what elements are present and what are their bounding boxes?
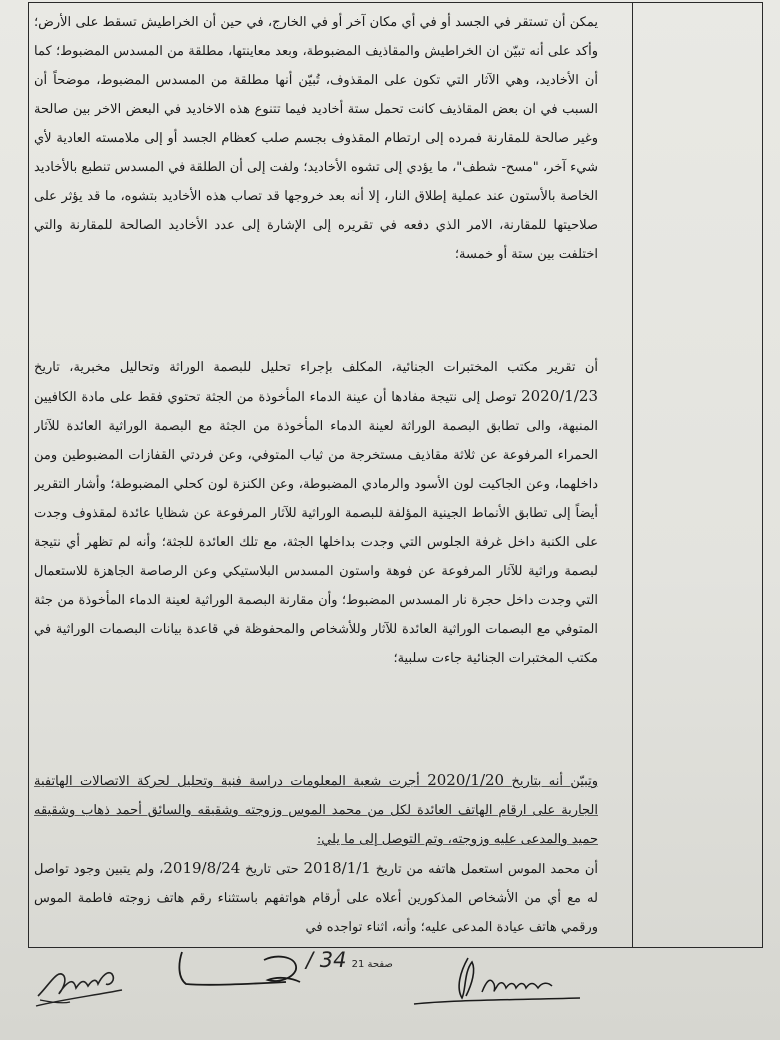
paragraph-3-text-before: وتبيّن أنه بتاريخ (504, 774, 598, 789)
signature-left (30, 956, 140, 1016)
paragraph-3 (34, 766, 598, 853)
paragraph-3-date: 2020/1/20 (427, 771, 505, 789)
page-label: صفحة 21 (351, 959, 393, 970)
paragraph-2-text-after: توصل إلى نتيجة مفادها أن عينة الدماء المأخوذة من الجثة تحتوي فقط على مادة الكافيين المنبهة، والى تطابق البصمة الوراثة لعينة الدماء المأخوذة من الجثة مع البصمة الوراثية العائدة للآثار الحمراء المرفوعة عن ثلاثة مقاذيف مستخرجة من ثياب المتوفي، وعن فردتي القفازات المضبوطين ومن داخلهما، وعن الجاكيت لون الأسود والرمادي المضبوطة، وعن الكنزة لون كحلي المضبوطة؛ وأشار التقرير أيضاً إلى تطابق الأنماط الجينية المؤلفة للبصمة الوراثية للآثار المرفوعة عن شظايا عائدة لمقذوف وجدت على الكنبة داخل غرفة الجلوس التي وجدت بداخلها الجثة، مع تلك العائدة للجثة؛ وأنه لم تظهر أي نتيجة لبصمة وراثية للآثار المرفوعة عن فوهة واستون المسدس البلاستيكي وعن الرصاصة الجاهزة للاستعمال التي وجدت داخل حجرة نار المسدس المضبوط؛ وأن مقارنة البصمة الوراثية لعينة الدماء المأخوذة من جثة المتوفي مع البصمات الوراثية العائدة للآثار وللأشخاص والمحفوظة في قاعدة بيانات البصمات الوراثية في مكتب المختبرات الجنائية جاءت سلبية؛ (34, 390, 598, 666)
paragraph-4-date-from: 2018/1/1 (303, 859, 371, 877)
signature-right (410, 952, 590, 1018)
paragraph-4-text-before: أن محمد الموس استعمل هاتفه من تاريخ (370, 862, 598, 877)
paragraph-1-text: يمكن أن تستقر في الجسد أو في أي مكان آخر أو في الخارج، في حين أن الخراطيش تسقط على الأرض؛ وأكد على أنه تبيّن ان الخراطيش والمقاذيف المضبوطة، وبعد معاينتها، مطلقة من المسدس المضبوط؛ كما أن الأخاديد، وهي الآثار التي تكون على المقذوف، تُبيّن أنها مطلقة من المسدس المضبوط، موضحاً أن السبب في ان بعض المقاذيف كانت تحمل ستة أخاديد فيما تتنوع هذه الاخاديد في البعض الاخر بين صالحة وغير صالحة للمقارنة فمرده إلى ارتطام المقذوف بجسم صلب كعظام الجسد أو إلى ملامسته العادية لأي شيء آخر، "مسح- شطف"، ما يؤدي إلى تشوه الأخاديد؛ ولفت إلى أن الطلقة في المسدس تنطبع بالأخاديد الخاصة بالأستون عند عملية إطلاق النار، إلا أنه بعد خروجها قد تصاب هذه الأخاديد بتشوه، ما قد يؤثر على صلاحيتها للمقارنة، الامر الذي دفعه في تقريره إلى الإشارة إلى عدد الأخاديد الصالحة للمقارنة والتي اختلفت بين ستة أو خمسة؛ (34, 15, 598, 262)
handwritten-page-number: 34 / (306, 948, 347, 972)
paragraph-4-date-to: 2019/8/24 (163, 859, 241, 877)
signature-center (168, 948, 318, 996)
paragraph-4 (34, 854, 598, 942)
paragraph-3-text-after: أجرت شعبة المعلومات دراسة فنية وتحليل لحركة الاتصالات الهاتفية الجارية على ارقام الهاتف العائدة لكل من محمد الموس وزوجته وشقيقه والسائق أحمد ذهاب وشقيقه حميد والمدعى عليه وزوجته، وتم التوصل إلى ما يلي: (34, 774, 598, 847)
paragraph-2 (34, 353, 598, 766)
paragraph-1 (34, 8, 598, 344)
page-footer (0, 948, 780, 1040)
paragraph-4-text-mid: حتى تاريخ (240, 862, 304, 877)
paragraph-2-date: 2020/1/23 (521, 387, 598, 405)
paragraph-4-text-after: ، ولم يتبين وجود تواصل له مع أي من الأشخاص المذكورين أعلاه على أرقام هواتفهم باستثناء رقم هاتف زوجته فاطمة الموس ورقمي هاتف عيادة المدعى عليه؛ وأنه، اثناء تواجده في (34, 862, 598, 935)
paragraph-2-text-before: أن تقرير مكتب المختبرات الجنائية، المكلف بإجراء تحليل للبصمة الوراثة وتحاليل مخبرية، تاريخ (34, 360, 598, 375)
margin-divider (632, 3, 633, 947)
document-body (34, 8, 598, 944)
